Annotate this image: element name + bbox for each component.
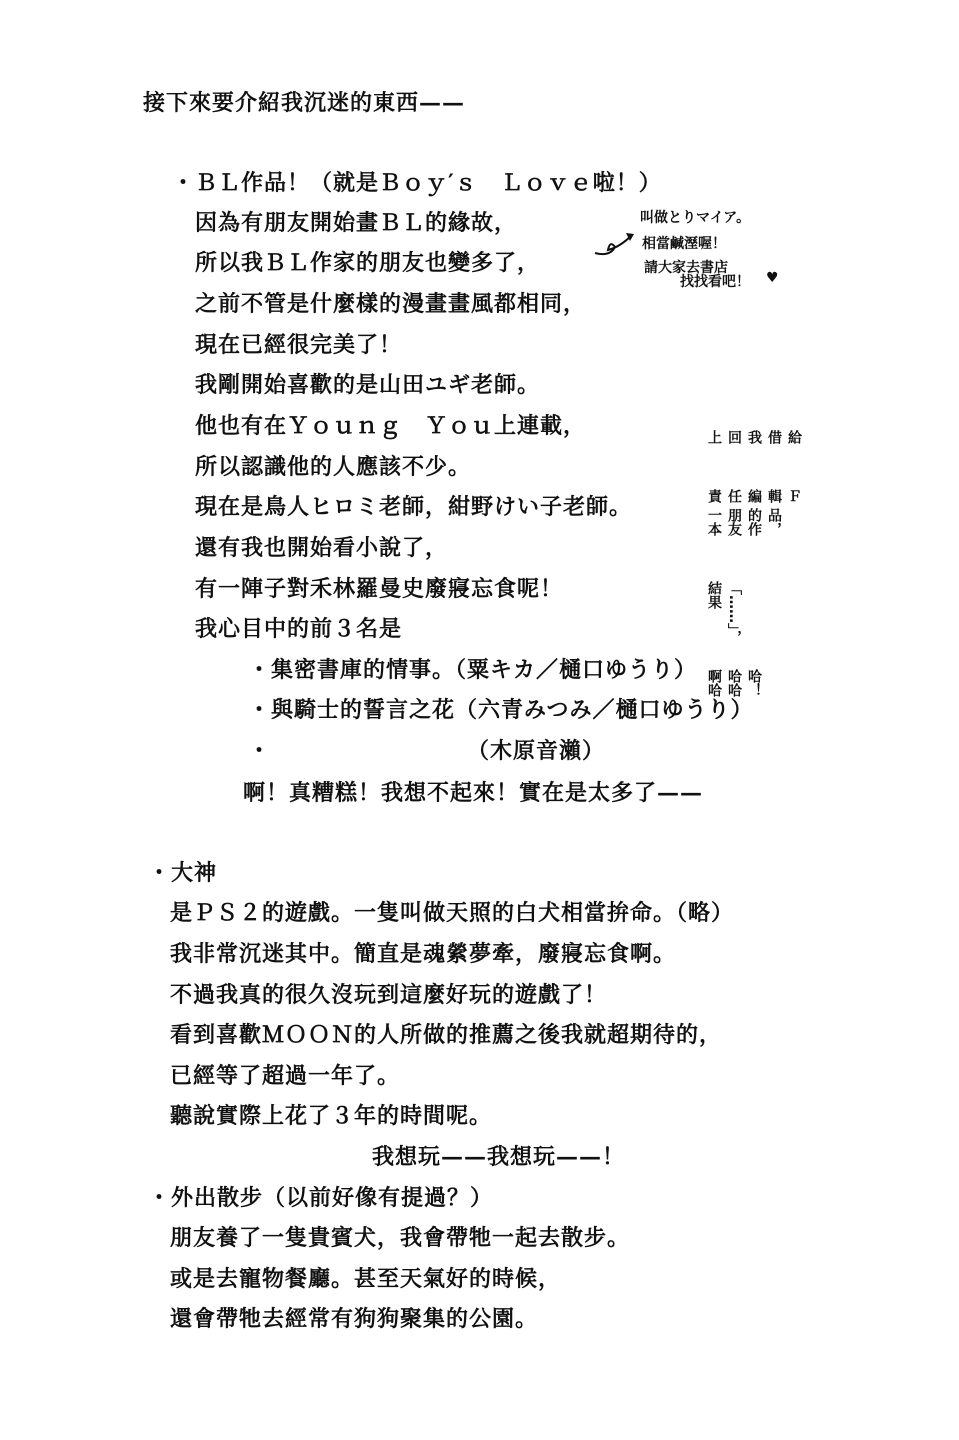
section-title-okami: ・大神 [148, 860, 218, 886]
arrow-icon [590, 225, 640, 260]
note-column: 啊哈哈哈哈！ [706, 669, 762, 697]
text-line: 已經等了超過一年了。 [170, 1063, 401, 1089]
text-line: 現在是鳥人ヒロミ老師，紺野けい子老師。 [195, 494, 633, 520]
note-column: 上回我借給 [706, 430, 802, 444]
side-note: 請大家去書店 [644, 260, 728, 276]
text-line: 還會帶牠去經常有狗狗聚集的公園。 [170, 1306, 539, 1332]
side-note: 相當鹹溼喔！ [642, 236, 726, 252]
exclaim-line: 啊！真糟糕！我想不起來！實在是太多了—— [243, 780, 704, 806]
section-title-walk: ・外出散步（以前好像有提過？） [148, 1185, 494, 1211]
note-column: 結果「……」， [706, 581, 742, 644]
exclaim-line: 我想玩——我想玩——！ [372, 1144, 626, 1170]
text-line: 他也有在Ｙｏｕｎｇ Ｙｏｕ上連載， [195, 413, 587, 439]
side-note: 找找看吧！ [680, 274, 750, 290]
heart-icon: ♥ [766, 270, 779, 286]
text-line: 現在已經很完美了！ [195, 332, 403, 358]
text-line: 我非常沉迷其中。簡直是魂縈夢牽，廢寢忘食啊。 [170, 941, 677, 967]
top3-item: ・ （木原音瀨） [248, 738, 606, 764]
text-line: 所以我ＢＬ作家的朋友也變多了， [195, 250, 541, 276]
top3-item: ・集密書庫的情事。（粟キカ／樋口ゆうり） [248, 657, 698, 683]
text-line: 有一陣子對禾林羅曼史廢寢忘食呢！ [195, 576, 564, 602]
text-line: 或是去寵物餐廳。甚至天氣好的時候， [170, 1266, 562, 1292]
note-column: 一本朋友的作品， [706, 508, 782, 536]
section-title-bl: ・ＢＬ作品！（就是Ｂｏｙ′ｓ Ｌｏｖｅ啦！） [172, 170, 662, 196]
text-line: 所以認識他的人應該不少。 [195, 454, 472, 480]
vertical-side-note [704, 385, 804, 697]
text-line: 我心目中的前３名是 [195, 616, 403, 642]
text-line: 朋友養了一隻貴賓犬，我會帶牠一起去散步。 [170, 1225, 631, 1251]
text-line: 因為有朋友開始畫ＢＬ的緣故， [195, 210, 518, 236]
text-line: 是ＰＳ２的遊戲。一隻叫做天照的白犬相當拚命。（略） [170, 900, 735, 926]
text-line: 我剛開始喜歡的是山田ユギ老師。 [195, 372, 541, 398]
text-line: 聽說實際上花了３年的時間呢。 [170, 1103, 493, 1129]
text-line: 之前不管是什麼樣的漫畫畫風都相同， [195, 291, 587, 317]
text-line: 不過我真的很久沒玩到這麼好玩的遊戲了！ [170, 982, 608, 1008]
side-note: 叫做とりマイア。 [640, 210, 751, 226]
top3-item: ・與騎士的誓言之花（六青みつみ／樋口ゆうり） [248, 697, 754, 723]
text-line: 看到喜歡ＭＯＯＮ的人所做的推薦之後我就超期待的， [170, 1022, 723, 1048]
text-line: 還有我也開始看小說了， [195, 535, 449, 561]
intro-line: 接下來要介紹我沉迷的東西—— [143, 90, 466, 116]
note-column: 責任編輯Ｆ [706, 489, 802, 503]
